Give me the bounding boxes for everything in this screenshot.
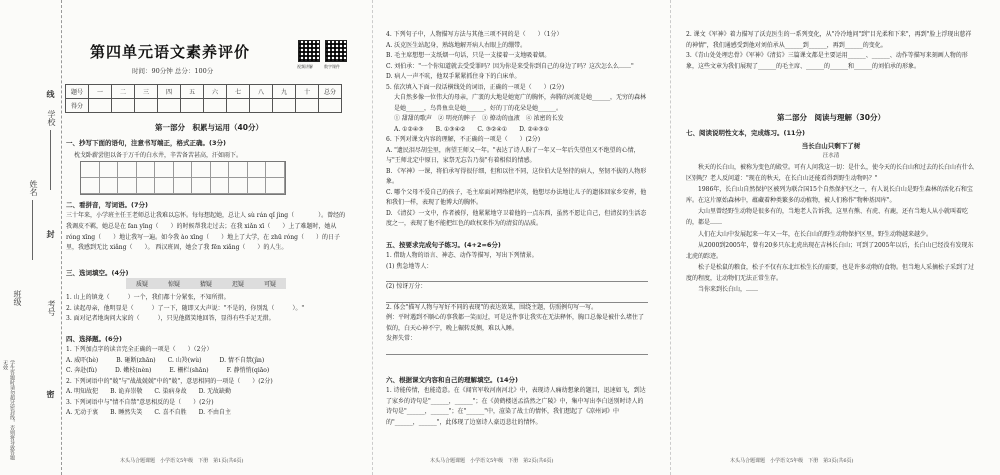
question-heading: 五、按要求完成句子练习。(4+2=6分) [386, 241, 501, 249]
word-option: 惊疑 [167, 281, 180, 288]
answer-line[interactable] [386, 293, 648, 303]
choice-items [66, 345, 351, 419]
score-header-row [66, 85, 342, 99]
q6big-block [386, 375, 648, 428]
qr-code-icon[interactable] [298, 40, 320, 62]
question-line: 发挥失常： [386, 335, 417, 343]
article-body [686, 162, 976, 452]
choice-item[interactable]: B. 《军神》一课，将伯承写得很仔细，但和以往不同，这位伯大是坚持的病人，坚韧不拔的人物形象。 [386, 167, 647, 185]
score-cell: 四 [158, 85, 181, 99]
part-heading: 第一部分 积累与运用（40分） [155, 123, 263, 132]
question-heading: 七、阅读说明性文本，完成练习。(11分) [686, 129, 805, 137]
article-paragraph: 松子是松鼠的粮食，松子不仅有东北红松生长的需要，也是许多动物的食物。但当地人采摘松子采到了过度的程度，让动物们无法正常生存。 [686, 263, 975, 282]
choice-item[interactable]: C. 奔赴(fù) D. 嫩枝(nèn) E. 栅栏(shān) F. 静悄悄(qiāo) [66, 367, 270, 374]
page-footer: 木头马合题课题 小学语文5年级 下册 第3页(共6页) [730, 458, 854, 464]
score-input[interactable] [273, 99, 296, 113]
score-input[interactable] [181, 99, 204, 113]
qr-code-icon[interactable] [325, 40, 347, 62]
fill-item: 1. 山上的镇龙（ ）一个，我们都十分紧张，不知所措。 [66, 294, 230, 301]
answer-line[interactable] [386, 345, 648, 355]
pinyin-paragraph: 三十年来，小学班主任王老师总让我难以忘怀。每每想起她，总让人 sù rán qǐ jìng（ ）。曾经的我调皮不羁，她总是在 fan yīng（ ）的时候帮我走过去；在我 xiǎn xī（ ）上了难题时，她从 róng xīng（ ）地让我写一遍。如今我 ào xīng（ ）地上了大学，在 zhū róng（ ）的日子里，我感到无比 xiǎng（ ）。 西汉班固，她会了我 fēn xiǎng（ ）的人生。 [66, 212, 346, 252]
score-cell: 七 [227, 85, 250, 99]
question-heading: 一、抄写下面的语句，注意书写端正，格式正确。(3分) [66, 139, 226, 147]
word-option: 可疑 [263, 281, 276, 288]
word-option: 猜疑 [199, 281, 212, 288]
binding-label-name: 姓名 [29, 180, 38, 196]
binding-label-school: 学校 [47, 110, 56, 126]
exam-info: 时间：90分钟 总分：100分 [132, 67, 214, 75]
score-cell: 二 [112, 85, 135, 99]
score-cell: 六 [204, 85, 227, 99]
page-footer: 木头马合题课题 小学语文5年级 下册 第2页(共6页) [430, 458, 554, 464]
question-line: 4. 下列句子中，人物描写方法与其他三项不同的是（ ）（1分） [386, 31, 563, 38]
binding-note: 学生答题时请勿超过密封线，否则将导致答题无效 [2, 360, 15, 460]
score-input[interactable] [296, 99, 319, 113]
question-line: 2. 体会"描写人物与写好不同的表现"的表达效果，围绕主题，仿照例句写一写。 [386, 303, 598, 311]
question-heading: 三、选词填空。(4分) [66, 269, 129, 277]
choice-item[interactable]: A. 沃克医生站起身，熟练地解开病人右眼上的绷带。 [386, 41, 527, 49]
answer-line[interactable] [386, 272, 648, 282]
seal-mark-line: 线 [46, 90, 56, 98]
example-text: 例：平时遇到不顺心的事我都一笑而过，可是这件事让我实在无法释怀，胸口总像是被什么堵住了似的，白天心神不宁，晚上辗转反侧，难以入睡。 [386, 314, 645, 332]
binding-line [32, 200, 33, 260]
score-input[interactable] [319, 99, 342, 113]
choice-item: 3. 下列词语中与"情不自禁"意思相反的是（ ）(2分) [66, 398, 214, 406]
page-title: 第四单元语文素养评价 [90, 43, 251, 61]
score-input[interactable] [158, 99, 181, 113]
article-paragraph: 大山里曾经野生动物是很多有的，当地老人告诉我，这里有熊、有虎、有鹿，还有当地人从小就叫着吃的，都是…… [686, 208, 969, 227]
question-line: (2) 惊讶万分： [386, 283, 427, 291]
score-cell: 五 [181, 85, 204, 99]
score-cell: 题号 [66, 85, 89, 99]
score-input[interactable] [89, 99, 112, 113]
binding-label-examno: 考号 [47, 300, 56, 316]
binding-line [50, 130, 51, 190]
column-divider [670, 0, 671, 475]
fill-item: 2. 读起母亲，他明显是（ ）了一下，随即又大声说："不是的，你别乱（ ）。" [66, 304, 305, 312]
score-cell: 八 [250, 85, 273, 99]
score-cell: 总分 [319, 85, 342, 99]
part-heading: 第二部分 阅读与理解（30分） [777, 113, 885, 122]
article-paragraph: 当你来到长白山，…… [698, 286, 759, 294]
choice-item[interactable]: B. 毛主席想想一支纸烟一句话，只是一支接着一支地吸着烟。 [386, 52, 551, 59]
word-option: 质疑 [135, 281, 148, 288]
seal-mark-seal: 封 [46, 230, 56, 238]
column-divider [372, 0, 373, 475]
passage-text: 大自然多像一位伟大的母亲，广袤的大地是她宽广的胸怀，奔腾的河流是她______，无穷的森林是她______，鸟兽鱼虫是她______，好的丁的花朵是她______。 [394, 94, 647, 112]
word-option: 迟疑 [231, 281, 244, 288]
article-paragraph: 1986年，长白山自然保护区被列为联合国15个自然保护区之一，有人说长白山是野生森林的活化石和宝库。在这片原始森林中，蕴藏着种类繁多的动植物，被人们称作"物种基因库"。 [686, 186, 973, 205]
choice-item: 1. 下列加点字的读音完全正确的一项是（ ）（2分） [66, 346, 213, 353]
question-line: 6. 下列对课文内容的理解，不正确的一项是（ ）(2分) [386, 136, 541, 143]
choice-item: ① 甜甜的歌声 ② 明亮的眸子 ③ 撩动的血液 ④ 浓密的长发 [394, 115, 564, 122]
score-table [65, 84, 342, 113]
article-paragraph: 秋天的长白山，被称为变色的殿堂。可有人问我这一切：是什么，使今天的长白山和过去的长白山有什么区别呢？老人反问道："现在的秋天，在长白山还能看得到野生动物吗？" [686, 164, 975, 183]
score-input[interactable] [250, 99, 273, 113]
q6-cont-block [686, 30, 976, 72]
fill-items [66, 293, 351, 325]
qr-caption: 视频讲解 [297, 64, 313, 69]
score-input[interactable] [135, 99, 158, 113]
choice-item[interactable]: A. 无动于衷 B. 睡然失笑 C. 喜不自胜 D. 不由自主 [66, 409, 231, 416]
question-line: 5. 依次填入下面一段话横线处的词语，正确的一项是（ ）(2分) [386, 83, 565, 91]
score-cell: 得分 [66, 99, 89, 113]
qr-caption: 数字课件 [324, 64, 340, 69]
choice-item[interactable]: D. 病人一声不吭，他双手紧紧抓住身下的白床单。 [386, 73, 521, 80]
page-footer: 木头马合题课题 小学语文5年级 下册 第1页(共6页) [120, 458, 244, 464]
q5big-block [386, 240, 648, 355]
article-author: 汪水清 [822, 153, 840, 159]
choice-item[interactable]: D. 《清贫》一文中，作者被俘，他紧紧地守卫着他的一点东西，虽然不愿让自己，但清贫的生活态度之一，表现了他不能把红色的政权来作为的清贫的品质。 [386, 209, 647, 227]
score-value-row [66, 99, 342, 113]
score-input[interactable] [227, 99, 250, 113]
fill-paragraph: 1. 诗能传情，也能造意。在《闻官军收河南河北》中，表现诗人痛幼想象的题目，迅速如飞，到达了家乡的诗句是"______，______"；在《黄鹤楼送孟浩然之广陵》中，集中写出李白送别时诗人的诗句是"______，______"；在"______"中，渲染了战士的情怀，我们想起了《凉州词》中的"______，______"，此体现了边塞诗人豪迈悲壮的情怀。 [386, 387, 646, 426]
fill-paragraph: 2. 课文《军神》着力描写了沃克医生的一系列变化，从"冷冷地问"到"目光柔和下来"，再到"脸上浮现出慈祥的神情"，我们通感受到他对刘伯承从______到______，再到______的变化。 [686, 31, 972, 49]
question-heading: 六、根据课文内容和自己的理解填空。(14分) [386, 376, 518, 384]
seal-mark-secret: 密 [46, 390, 56, 398]
fill-paragraph: 3.《青山处处埋忠骨》《军神》《清贫》三篇课文都是主要运用______、______、动作等描写来刻画人物的形象，这些文章为我们展现了______的毛主席、______的______和______的刘伯承的形象。 [686, 52, 968, 70]
question-heading: 二、看拼音，写词语。(7分) [66, 201, 148, 209]
score-input[interactable] [204, 99, 227, 113]
score-cell: 三 [135, 85, 158, 99]
choice-item[interactable]: A. "遗民泪尽胡尘里，南望王师又一年。"表达了诗人盼了一年又一年后失望但又不绝望的心情，与"王师北定中原日，家祭无忘告乃翁"有着相似的情感。 [386, 146, 640, 164]
question-heading: 四、选择题。(6分) [66, 335, 122, 343]
word-bank [126, 278, 286, 289]
article-paragraph: 从2000到2005年，曾有20多只东北虎出现在吉林长白山；可到了2005年以后，长白山已经没有发现东北虎的踪迹。 [686, 241, 974, 260]
choice-item[interactable]: C. 哪个父母不爱自己的孩子，毛主席面对网络把岸英，他想尽办法地让儿子的遗体回家乡安葬，他和我们一样，表现了他博大的胸怀。 [386, 188, 647, 206]
choice-item[interactable]: A. 明知故犯 B. 诡弃崇敬 C. 染病身故 D. 无故缺勤 [66, 388, 231, 395]
article-paragraph: 人们在大山中发展起来一年又一年，在长白山的野生动物保护区里，野生动物越来越少。 [698, 230, 933, 238]
score-input[interactable] [112, 99, 135, 113]
choice-item[interactable]: A. ①②④③ B. ①③④② C. ③②④① D. ②④③① [394, 125, 550, 133]
question-line: 1. 借助人物的语言、神态、动作等描写，写出下列情景。 [386, 252, 538, 260]
choice-item[interactable]: A. 威吓(hè) B. 砸断(zhān) C. 山羚(wù) D. 情不自禁(jìn) [66, 356, 265, 364]
score-cell: 十 [296, 85, 319, 99]
question-line: (1) 焦急地等人： [386, 262, 433, 270]
article-title: 当长白山只剩下了树 [801, 142, 861, 150]
copy-text: 枕戈卧薪尝胆以备于万千的白水井，辛苦备苦甚高，汗如雨下。 [74, 152, 243, 159]
choice-item: 2. 下列词语中的"兢"与"战战兢兢"中的"兢"，意思相同的一项是（ ）(2分) [66, 377, 273, 385]
writing-grid[interactable] [80, 161, 286, 195]
binding-label-class: 班级 [13, 290, 22, 306]
score-cell: 一 [89, 85, 112, 99]
choice-item[interactable]: C. 刘伯承："一个你知道就去受受罪吗？因为你是来受你到自己的身边了吗？这次怎么么……" [386, 62, 634, 70]
score-cell: 九 [273, 85, 296, 99]
fill-item: 3. 面对记者地询问大家的（ ），只见他微笑地回答，显得有些手足无措。 [66, 315, 275, 322]
q5-block [386, 30, 648, 230]
binding-margin [0, 0, 62, 475]
